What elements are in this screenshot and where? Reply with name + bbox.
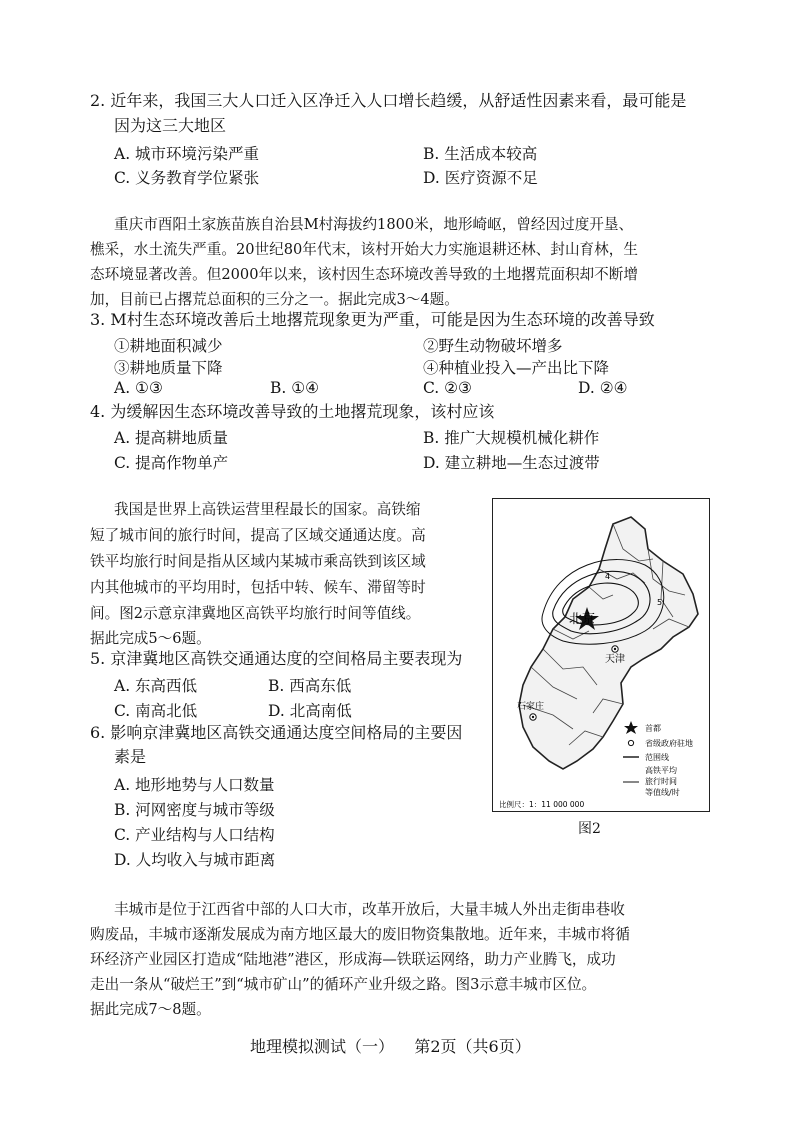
legend-isoline-3: 等值线/时 <box>645 788 680 797</box>
q2-option-b: B. 生活成本较高 <box>423 145 538 163</box>
q6-option-a: A. 地形地势与人口数量 <box>114 776 275 794</box>
q2-stem-line1: 2. 近年来，我国三大人口迁入区净迁入人口增长趋缓，从舒适性因素来看，最可能是 <box>90 91 687 110</box>
q3-item-1: ①耕地面积减少 <box>114 337 223 355</box>
q3-option-b: B. ①④ <box>270 379 320 397</box>
q3-option-a: A. ①③ <box>114 379 163 397</box>
q6-option-d: D. 人均收入与城市距离 <box>114 851 276 869</box>
map-scale: 比例尺：1：11 000 000 <box>499 800 585 809</box>
q2-option-c: C. 义务教育学位紧张 <box>114 169 260 187</box>
map-figure <box>492 498 710 812</box>
q4-option-b: B. 推广大规模机械化耕作 <box>423 429 600 447</box>
q5-option-a: A. 东高西低 <box>114 677 198 695</box>
legend-boundary: 范围线 <box>645 753 669 762</box>
tianjin-label: 天津 <box>605 654 625 665</box>
passage2-line: 铁平均旅行时间是指从区域内某城市乘高铁到该区域 <box>90 553 426 570</box>
q6-option-b: B. 河网密度与城市等级 <box>114 801 275 819</box>
legend-isoline-1: 高铁平均 <box>645 766 677 775</box>
shijiazhuang-label: 石家庄 <box>517 702 545 712</box>
legend-star-icon <box>624 721 638 734</box>
page-footer: 地理模拟测试（一） 第2页（共6页） <box>250 1037 531 1056</box>
passage2-line: 短了城市间的旅行时间，提高了区域交通通达度。高 <box>90 527 426 544</box>
q5-option-b: B. 西高东低 <box>268 677 352 695</box>
passage2-line: 间。图2示意京津冀地区高铁平均旅行时间等值线。 <box>90 605 421 622</box>
passage3-line: 环经济产业园区打造成“陆地港”港区，形成海—铁联运网络，助力产业腾飞，成功 <box>90 951 616 968</box>
contour-label-5: 5 <box>657 598 663 607</box>
q5-stem: 5. 京津冀地区高铁交通通达度的空间格局主要表现为 <box>90 649 463 668</box>
jingjinji-map <box>493 499 709 811</box>
q3-option-d: D. ②④ <box>578 379 628 397</box>
q3-item-4: ④种植业投入—产出比下降 <box>423 359 610 377</box>
passage1-line: 樵采，水土流失严重。20世纪80年代末，该村开始大力实施退耕还林、封山育林，生 <box>90 241 638 258</box>
q2-stem-line2: 因为这三大地区 <box>114 116 227 135</box>
q6-stem-line1: 6. 影响京津冀地区高铁交通通达度空间格局的主要因 <box>90 723 463 742</box>
q3-stem: 3. M村生态环境改善后土地撂荒现象更为严重，可能是因为生态环境的改善导致 <box>90 310 655 329</box>
q4-option-d: D. 建立耕地—生态过渡带 <box>423 454 600 472</box>
passage1-line: 重庆市酉阳土家族苗族自治县M村海拔约1800米，地形崎岖，曾经因过度开垦、 <box>114 216 634 233</box>
q4-option-c: C. 提高作物单产 <box>114 454 229 472</box>
legend-isoline-2: 旅行时间 <box>645 777 677 786</box>
passage3-line: 据此完成7～8题。 <box>90 1001 211 1018</box>
q3-item-3: ③耕地质量下降 <box>114 359 223 377</box>
passage2-line: 据此完成5～6题。 <box>90 630 211 647</box>
passage2-line: 内其他城市的平均用时，包括中转、候车、滞留等时 <box>90 579 426 596</box>
passage3-line: 走出一条从“破烂王”到“城市矿山”的循环产业升级之路。图3示意丰城市区位。 <box>90 976 597 993</box>
contour-label-4: 4 <box>605 572 611 581</box>
passage3-line: 丰城市是位于江西省中部的人口大市，改革开放后，大量丰城人外出走街串巷收 <box>114 901 625 918</box>
q4-option-a: A. 提高耕地质量 <box>114 429 229 447</box>
passage1-line: 加，目前已占撂荒总面积的三分之一。据此完成3～4题。 <box>90 291 459 308</box>
q6-option-c: C. 产业结构与人口结构 <box>114 826 275 844</box>
q3-item-2: ②野生动物破坏增多 <box>423 337 563 355</box>
legend-city-icon <box>628 740 633 745</box>
q4-stem: 4. 为缓解因生态环境改善导致的土地撂荒现象，该村应该 <box>90 402 495 421</box>
legend-provincial: 省级政府驻地 <box>645 739 693 748</box>
passage2-line: 我国是世界上高铁运营里程最长的国家。高铁缩 <box>114 501 421 518</box>
legend-capital: 首都 <box>645 724 661 733</box>
figure-caption: 图2 <box>578 821 601 837</box>
q2-option-d: D. 医疗资源不足 <box>423 169 538 187</box>
q2-option-a: A. 城市环境污染严重 <box>114 145 260 163</box>
q5-option-d: D. 北高南低 <box>268 702 352 720</box>
q3-option-c: C. ②③ <box>423 379 472 397</box>
passage1-line: 态环境显著改善。但2000年以来，该村因生态环境改善导致的土地撂荒面积却不断增 <box>90 266 638 283</box>
q5-option-c: C. 南高北低 <box>114 702 198 720</box>
q6-stem-line2: 素是 <box>114 747 147 766</box>
passage3-line: 购废品，丰城市逐渐发展成为南方地区最大的废旧物资集散地。近年来，丰城市将循 <box>90 926 630 943</box>
beijing-label: 北京 <box>569 612 596 627</box>
